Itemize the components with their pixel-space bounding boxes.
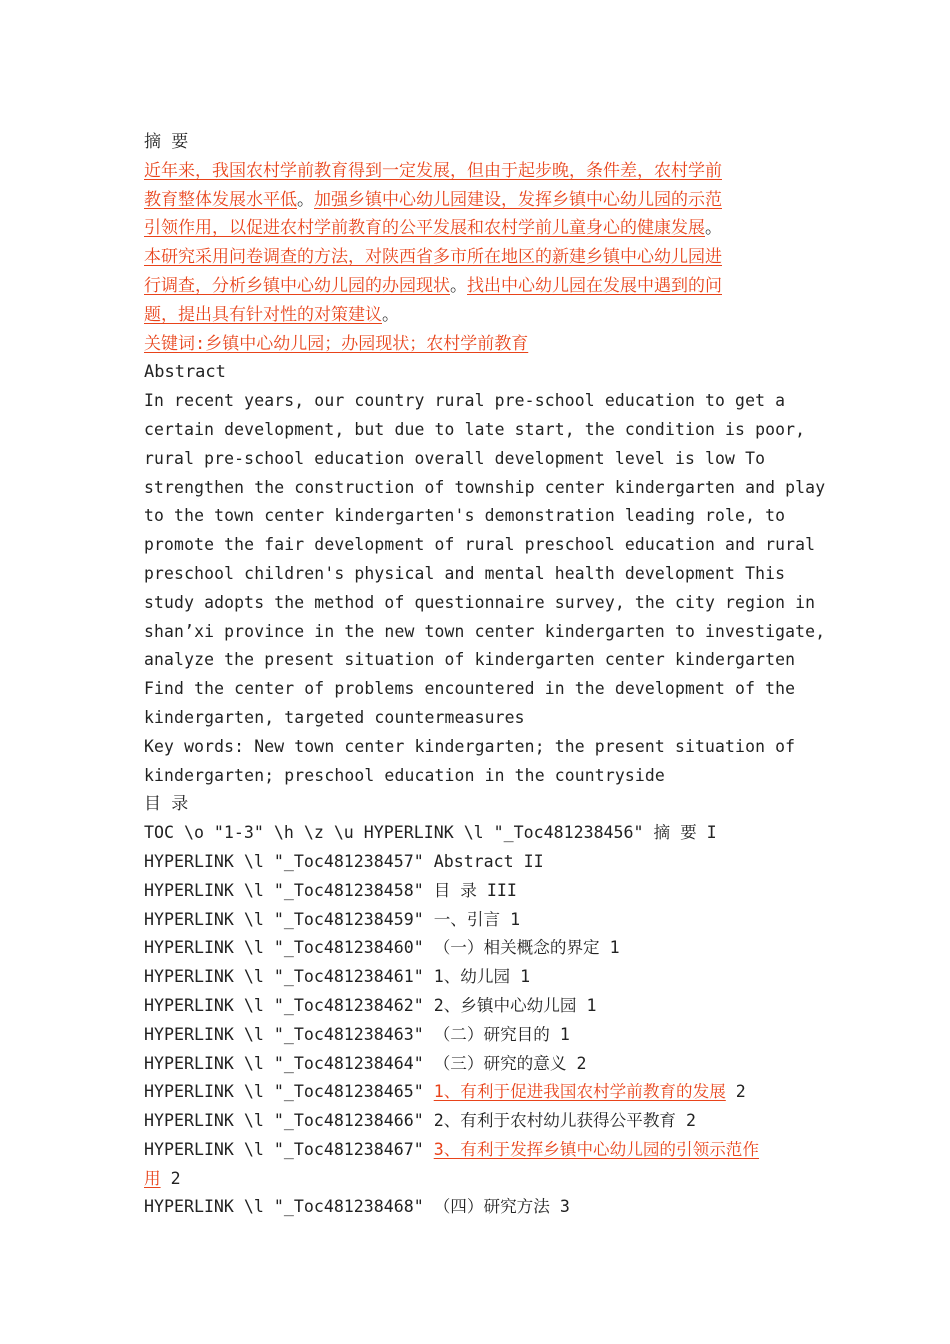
document-page xyxy=(144,128,826,1222)
abstract-en-line: strengthen the construction of township center kindergarten and play xyxy=(144,477,826,497)
plain-text: HYPERLINK \l "_Toc481238462" 2、乡镇中心幼儿园 1 xyxy=(144,995,597,1015)
toc-entry xyxy=(144,906,814,935)
abstract-en-line: certain development, but due to late start, the condition is poor, xyxy=(144,419,806,439)
toc-entry xyxy=(144,848,814,877)
toc-entry xyxy=(144,1165,814,1194)
plain-text: 。 xyxy=(382,304,399,325)
plain-text: HYPERLINK \l "_Toc481238464" （三）研究的意义 2 xyxy=(144,1053,587,1073)
toc-entry xyxy=(144,819,814,848)
abstract-en-heading: Abstract xyxy=(144,362,226,383)
plain-text: 2 xyxy=(160,1168,181,1188)
link-text[interactable]: 用 xyxy=(144,1168,161,1188)
plain-text: 。 xyxy=(450,275,467,296)
abstract-en-line: preschool children's physical and mental health development This xyxy=(144,563,786,583)
abstract-en-line: study adopts the method of questionnaire survey, the city region in xyxy=(144,592,816,612)
toc-entry xyxy=(144,992,814,1021)
plain-text: HYPERLINK \l "_Toc481238461" 1、幼儿园 1 xyxy=(144,967,531,987)
link-text[interactable]: 1、有利于促进我国农村学前教育的发展 xyxy=(433,1082,726,1102)
toc-entry xyxy=(144,1078,814,1107)
abstract-en-line: Find the center of problems encountered in the development of the xyxy=(144,679,796,699)
abstract-cn-line xyxy=(144,214,814,243)
abstract-en-keywords xyxy=(144,733,814,791)
abstract-en-line: shan’xi province in the new town center kindergarten to investigate, xyxy=(144,621,826,641)
toc-entry xyxy=(144,1050,814,1079)
abstract-cn-heading: 摘 要 xyxy=(144,132,189,152)
plain-text: HYPERLINK \l "_Toc481238467" xyxy=(144,1139,434,1159)
plain-text: HYPERLINK \l "_Toc481238458" 目 录 III xyxy=(144,880,517,900)
plain-text: 。 xyxy=(297,189,314,210)
toc-entry xyxy=(144,934,814,963)
abstract-cn-line xyxy=(144,301,814,330)
link-text[interactable]: 行调查，分析乡镇中心幼儿园的办园现状 xyxy=(144,275,450,296)
link-text[interactable]: 3、有利于发挥乡镇中心幼儿园的引领示范作 xyxy=(433,1139,759,1159)
plain-text: HYPERLINK \l "_Toc481238466" 2、有利于农村幼儿获得公平教育 2 xyxy=(144,1111,697,1131)
abstract-cn-line xyxy=(144,272,814,301)
plain-text: HYPERLINK \l "_Toc481238468" （四）研究方法 3 xyxy=(144,1197,570,1217)
link-text[interactable]: 引领作用，以促进农村学前教育的公平发展和农村学前儿童身心的健康发展 xyxy=(144,218,705,239)
toc-list xyxy=(144,819,814,1222)
abstract-cn-keywords[interactable]: 关键词:乡镇中心幼儿园；办园现状；农村学前教育 xyxy=(144,333,529,354)
link-text[interactable]: 教育整体发展水平低 xyxy=(144,189,297,210)
link-text[interactable]: 加强乡镇中心幼儿园建设，发挥乡镇中心幼儿园的示范 xyxy=(314,189,722,210)
toc-entry xyxy=(144,963,814,992)
toc-entry xyxy=(144,1136,814,1165)
abstract-en-line: rural pre-school education overall development level is low To xyxy=(144,448,766,468)
abstract-cn-line xyxy=(144,243,814,272)
plain-text: HYPERLINK \l "_Toc481238457" Abstract II xyxy=(144,851,544,871)
plain-text: 2 xyxy=(725,1082,746,1102)
link-text[interactable]: 找出中心幼儿园在发展中遇到的问 xyxy=(467,275,722,296)
abstract-en-line: kindergarten, targeted countermeasures xyxy=(144,707,525,727)
abstract-en-keywords-line: kindergarten; preschool education in the countryside xyxy=(144,765,665,785)
plain-text: HYPERLINK \l "_Toc481238465" xyxy=(144,1082,434,1102)
plain-text: TOC \o "1-3" \h \z \u HYPERLINK \l "_Toc481238456" 摘 要 I xyxy=(144,823,717,843)
abstract-en-body xyxy=(144,387,826,733)
abstract-cn-body xyxy=(144,157,814,330)
abstract-en-line: promote the fair development of rural preschool education and rural xyxy=(144,535,816,555)
abstract-en-line: analyze the present situation of kindergarten center kindergarten xyxy=(144,650,796,670)
abstract-en-line: to the town center kindergarten's demonstration leading role, to xyxy=(144,506,786,526)
abstract-en-line: In recent years, our country rural pre-school education to get a xyxy=(144,391,786,411)
toc-entry xyxy=(144,1021,814,1050)
link-text[interactable]: 题，提出具有针对性的对策建议 xyxy=(144,304,382,325)
plain-text: 。 xyxy=(705,218,722,239)
toc-entry xyxy=(144,1107,814,1136)
link-text[interactable]: 近年来，我国农村学前教育得到一定发展，但由于起步晚，条件差，农村学前 xyxy=(144,160,722,181)
abstract-cn-line xyxy=(144,157,814,186)
plain-text: HYPERLINK \l "_Toc481238459" 一、引言 1 xyxy=(144,909,521,929)
abstract-en-keywords-line: Key words: New town center kindergarten; the present situation of xyxy=(144,736,796,756)
toc-entry xyxy=(144,1193,814,1222)
plain-text: HYPERLINK \l "_Toc481238460" （一）相关概念的界定 1 xyxy=(144,938,620,958)
abstract-cn-line xyxy=(144,186,814,215)
plain-text: HYPERLINK \l "_Toc481238463" （二）研究目的 1 xyxy=(144,1024,570,1044)
link-text[interactable]: 本研究采用问卷调查的方法，对陕西省多市所在地区的新建乡镇中心幼儿园进 xyxy=(144,247,722,268)
toc-entry xyxy=(144,877,814,906)
toc-heading: 目 录 xyxy=(144,794,189,815)
